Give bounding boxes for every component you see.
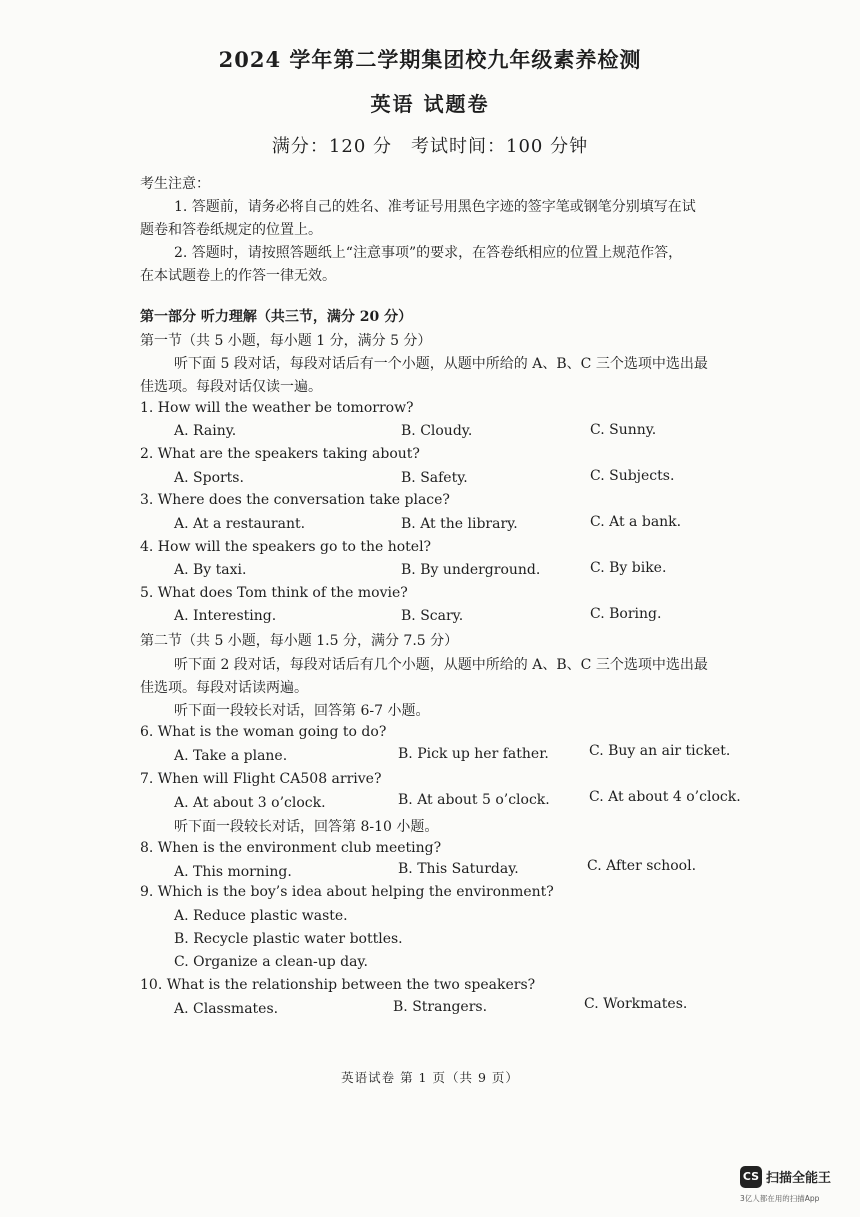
notice-item-2-line-2: 在本试题卷上的作答一律无效。 (140, 268, 336, 284)
question-4-option-c: C. By bike. (590, 560, 667, 576)
question-10-option-c: C. Workmates. (584, 996, 688, 1012)
question-5-option-c: C. Boring. (590, 606, 662, 622)
question-8-option-a: A. This morning. (174, 864, 292, 880)
part1-heading: 第一部分 听力理解（共三节，满分 20 分） (140, 309, 413, 325)
question-7: 7. When will Flight CA508 arrive? (140, 771, 382, 787)
question-8-option-b: B. This Saturday. (398, 861, 519, 877)
section2-instruction-line-2: 佳选项。每段对话读两遍。 (140, 680, 308, 696)
notice-heading: 考生注意： (140, 176, 210, 192)
notice-item-2-line-1: 2. 答题时，请按照答题纸上“注意事项”的要求，在答卷纸相应的位置上规范作答， (174, 245, 683, 261)
section2-heading: 第二节（共 5 小题，每小题 1.5 分，满分 7.5 分） (140, 633, 459, 649)
question-7-option-a: A. At about 3 o’clock. (174, 795, 326, 811)
question-6-option-c: C. Buy an air ticket. (589, 743, 731, 759)
question-4: 4. How will the speakers go to the hotel? (140, 539, 432, 555)
question-2-option-a: A. Sports. (174, 470, 244, 486)
question-8-option-c: C. After school. (587, 858, 697, 874)
page-footer: 英语试卷 第 1 页（共 9 页） (341, 1070, 519, 1085)
question-3-option-b: B. At the library. (401, 516, 518, 532)
question-9-option-c: C. Organize a clean-up day. (174, 954, 368, 970)
section1-heading: 第一节（共 5 小题，每小题 1 分，满分 5 分） (140, 333, 432, 349)
question-4-option-b: B. By underground. (401, 562, 541, 578)
question-9-option-b: B. Recycle plastic water bottles. (174, 931, 403, 947)
long-dialog-instruction-2: 听下面一段较长对话，回答第 8-10 小题。 (174, 819, 439, 835)
camscanner-logo-icon: CS (740, 1166, 762, 1188)
question-5-option-a: A. Interesting. (174, 608, 277, 624)
scanner-watermark (740, 1166, 840, 1210)
watermark-name: 扫描全能王 (766, 1171, 832, 1186)
question-10-option-b: B. Strangers. (393, 999, 488, 1015)
question-2-option-c: C. Subjects. (590, 468, 675, 484)
question-7-option-c: C. At about 4 o’clock. (589, 789, 741, 805)
notice-item-1-line-2: 题卷和答卷纸规定的位置上。 (140, 222, 322, 238)
question-1: 1. How will the weather be tomorrow? (140, 400, 414, 416)
question-9-option-a: A. Reduce plastic waste. (174, 908, 348, 924)
question-9: 9. Which is the boy’s idea about helping the environment? (140, 884, 554, 900)
question-2: 2. What are the speakers taking about? (140, 446, 420, 462)
question-10: 10. What is the relationship between the two speakers? (140, 977, 536, 993)
question-8: 8. When is the environment club meeting? (140, 840, 442, 856)
question-6: 6. What is the woman going to do? (140, 724, 387, 740)
question-5: 5. What does Tom think of the movie? (140, 585, 408, 601)
section1-instruction-line-2: 佳选项。每段对话仅读一遍。 (140, 379, 322, 395)
question-6-option-a: A. Take a plane. (174, 748, 288, 764)
exam-title: 2024 学年第二学期集团校九年级素养检测 (218, 47, 642, 72)
notice-item-1-line-1: 1. 答题前，请务必将自己的姓名、准考证号用黑色字迹的签字笔或钢笔分别填写在试 (174, 199, 696, 215)
question-3-option-a: A. At a restaurant. (174, 516, 306, 532)
question-2-option-b: B. Safety. (401, 470, 468, 486)
question-7-option-b: B. At about 5 o’clock. (398, 792, 550, 808)
question-1-option-a: A. Rainy. (174, 423, 237, 439)
question-3: 3. Where does the conversation take place? (140, 492, 450, 508)
watermark-tagline: 3亿人都在用的扫描App (740, 1194, 820, 1203)
question-5-option-b: B. Scary. (401, 608, 464, 624)
question-10-option-a: A. Classmates. (174, 1001, 279, 1017)
question-6-option-b: B. Pick up her father. (398, 746, 549, 762)
section2-instruction-line-1: 听下面 2 段对话，每段对话后有几个小题，从题中所给的 A、B、C 三个选项中选出最 (174, 657, 708, 673)
exam-subtitle: 英语 试题卷 (370, 92, 490, 116)
score-and-time: 满分：120 分 考试时间：100 分钟 (271, 136, 589, 157)
section1-instruction-line-1: 听下面 5 段对话，每段对话后有一个小题，从题中所给的 A、B、C 三个选项中选出最 (174, 356, 708, 372)
question-3-option-c: C. At a bank. (590, 514, 682, 530)
question-1-option-b: B. Cloudy. (401, 423, 473, 439)
question-1-option-c: C. Sunny. (590, 422, 657, 438)
long-dialog-instruction-1: 听下面一段较长对话，回答第 6-7 小题。 (174, 703, 430, 719)
question-4-option-a: A. By taxi. (174, 562, 247, 578)
